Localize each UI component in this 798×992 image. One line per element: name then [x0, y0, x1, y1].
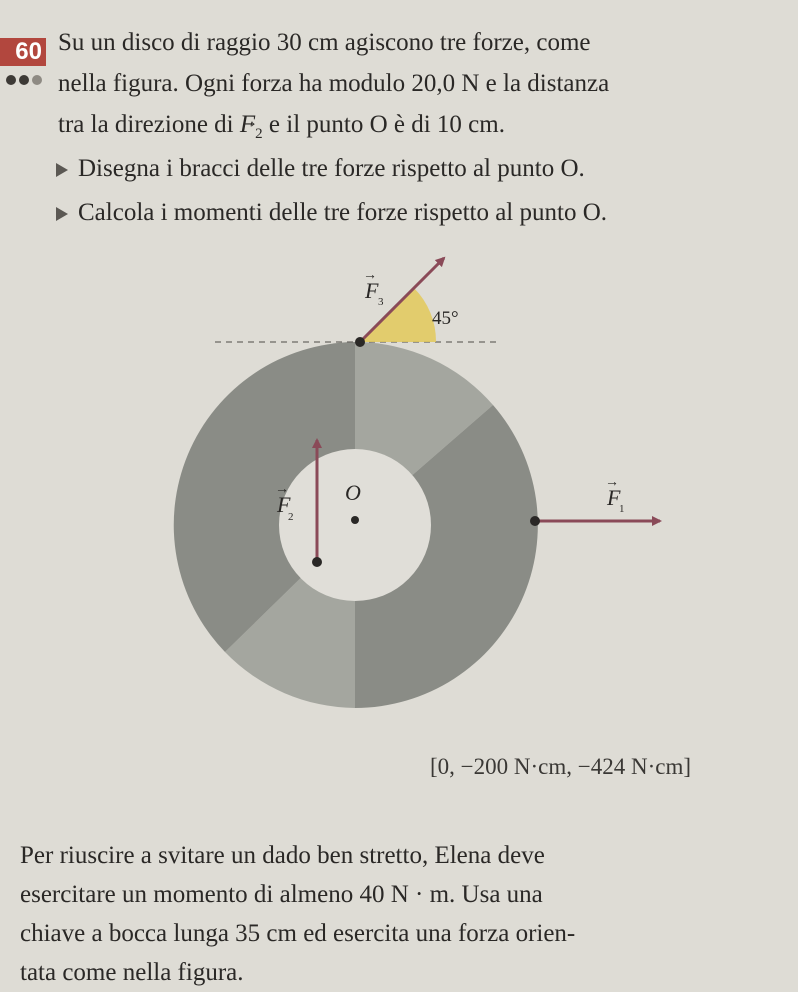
- svg-text:F: F: [277, 492, 291, 517]
- svg-text:3: 3: [378, 296, 384, 308]
- svg-text:→: →: [275, 482, 289, 497]
- exercise-line-3: tra la direzione di → $F_2$ e il punto O è di 10 cm.: [58, 104, 778, 155]
- exercise-line-1: Su un disco di raggio 30 cm agiscono tre forze, come: [58, 29, 591, 56]
- exercise-line-2: nella figura. Ogni forza ha modulo 20,0 N e la distanza: [58, 70, 610, 97]
- disk-hole: [279, 449, 431, 601]
- svg-text:2: 2: [288, 511, 294, 523]
- next-exercise-line-4: tata come nella figura.: [20, 959, 244, 986]
- center-point: [351, 516, 359, 524]
- bullet-item: Disegna i bracci delle tre forze rispetto al punto O.: [56, 152, 585, 186]
- f2-application-point: [312, 557, 322, 567]
- svg-text:F: F: [365, 278, 379, 303]
- svg-text:F: F: [607, 485, 621, 510]
- label-o: O: [345, 480, 361, 505]
- f3-application-point: [355, 337, 365, 347]
- disk: [174, 342, 538, 708]
- next-exercise-line-2: esercitare un momento di almeno 40 N · m. Usa una: [20, 881, 543, 908]
- exercise-number: 60: [0, 38, 46, 66]
- label-f1: [605, 475, 625, 515]
- angle-label: 45°: [432, 308, 459, 329]
- next-exercise-text: [20, 836, 790, 992]
- answer-text: [0, −200 N·cm, −424 N·cm]: [430, 754, 691, 779]
- svg-text:1: 1: [619, 503, 625, 515]
- svg-text:→: →: [605, 475, 619, 490]
- bullet-item: Calcola i momenti delle tre forze rispetto al punto O.: [56, 196, 607, 230]
- next-exercise-line-1: Per riuscire a svitare un dado ben stretto, Elena deve: [20, 842, 545, 869]
- next-exercise-line-3: chiave a bocca lunga 35 cm ed esercita una forza orien-: [20, 920, 576, 947]
- f1-application-point: [530, 516, 540, 526]
- label-f3: [363, 268, 384, 308]
- svg-text:→: →: [363, 268, 377, 283]
